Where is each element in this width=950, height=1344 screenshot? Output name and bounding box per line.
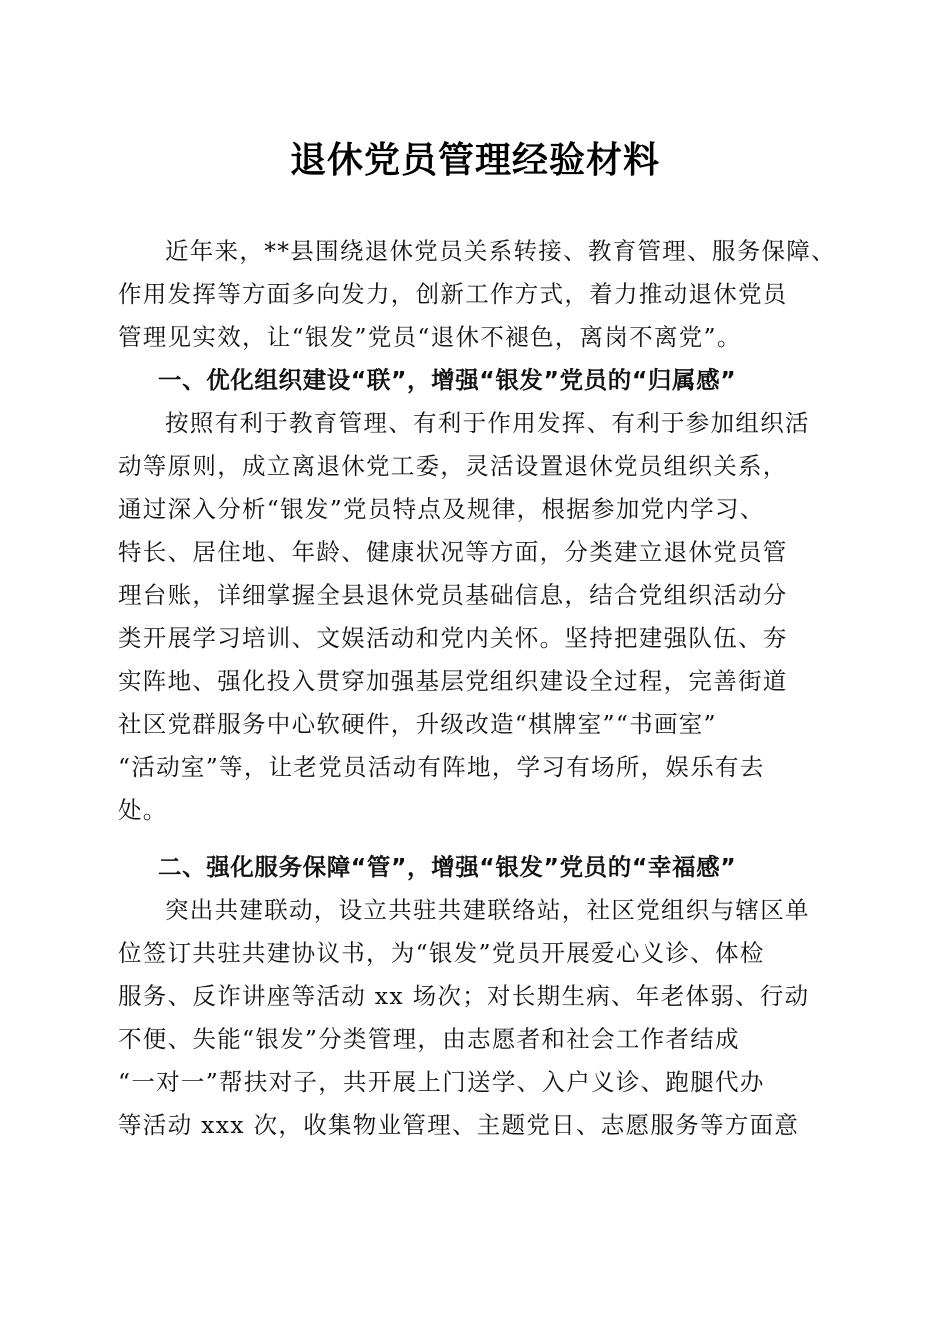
paragraph-line: 不便、失能“银发”分类管理，由志愿者和社会工作者结成 (118, 1025, 740, 1053)
paragraph-line: 特长、居住地、年龄、健康状况等方面，分类建立退休党员管 (118, 538, 788, 566)
paragraph-line: 突出共建联动，设立共驻共建联络站，社区党组织与辖区单 (165, 896, 810, 924)
paragraph-line: 通过深入分析“银发”党员特点及规律，根据参加党内学习、 (118, 495, 765, 523)
paragraph-line: 动等原则，成立离退休党工委，灵活设置退休党员组织关系， (118, 452, 788, 480)
paragraph-line: “一对一”帮扶对子，共开展上门送学、入户义诊、跑腿代办 (118, 1068, 765, 1096)
paragraph-line: 作用发挥等方面多向发力，创新工作方式，着力推动退休党员 (118, 280, 788, 308)
paragraph-line: 类开展学习培训、文娱活动和党内关怀。坚持把建强队伍、夯 (118, 624, 788, 652)
section-heading-2: 二、强化服务保障“管”，增强“银发”党员的“幸福感” (158, 853, 737, 881)
paragraph-line: 社区党群服务中心软硬件，升级改造“棋牌室”“书画室” (118, 710, 717, 738)
section-heading-1: 一、优化组织建设“联”，增强“银发”党员的“归属感” (158, 366, 737, 394)
paragraph-line: 理台账，详细掌握全县退休党员基础信息，结合党组织活动分 (118, 581, 788, 609)
paragraph-line: 等活动 xxx 次，收集物业管理、主题党日、志愿服务等方面意 (118, 1111, 800, 1139)
paragraph-line: 实阵地、强化投入贯穿加强基层党组织建设全过程，完善街道 (118, 667, 788, 695)
paragraph-line: 按照有利于教育管理、有利于作用发挥、有利于参加组织活 (165, 409, 810, 437)
paragraph-line: 处。 (118, 796, 168, 824)
paragraph-line: 服务、反诈讲座等活动 xx 场次；对长期生病、年老体弱、行动 (118, 982, 810, 1010)
document-title: 退休党员管理经验材料 (289, 139, 660, 181)
document-body (118, 230, 836, 1147)
paragraph-line: “活动室”等，让老党员活动有阵地，学习有场所，娱乐有去 (118, 753, 765, 781)
paragraph-line: 管理见实效，让“银发”党员“退休不褪色，离岗不离党”。 (118, 323, 742, 351)
section-gap (118, 832, 828, 846)
paragraph-line: 位签订共驻共建协议书，为“银发”党员开展爱心义诊、体检 (118, 939, 765, 967)
paragraph-line: 近年来，**县围绕退休党员关系转接、教育管理、服务保障、 (165, 237, 836, 265)
